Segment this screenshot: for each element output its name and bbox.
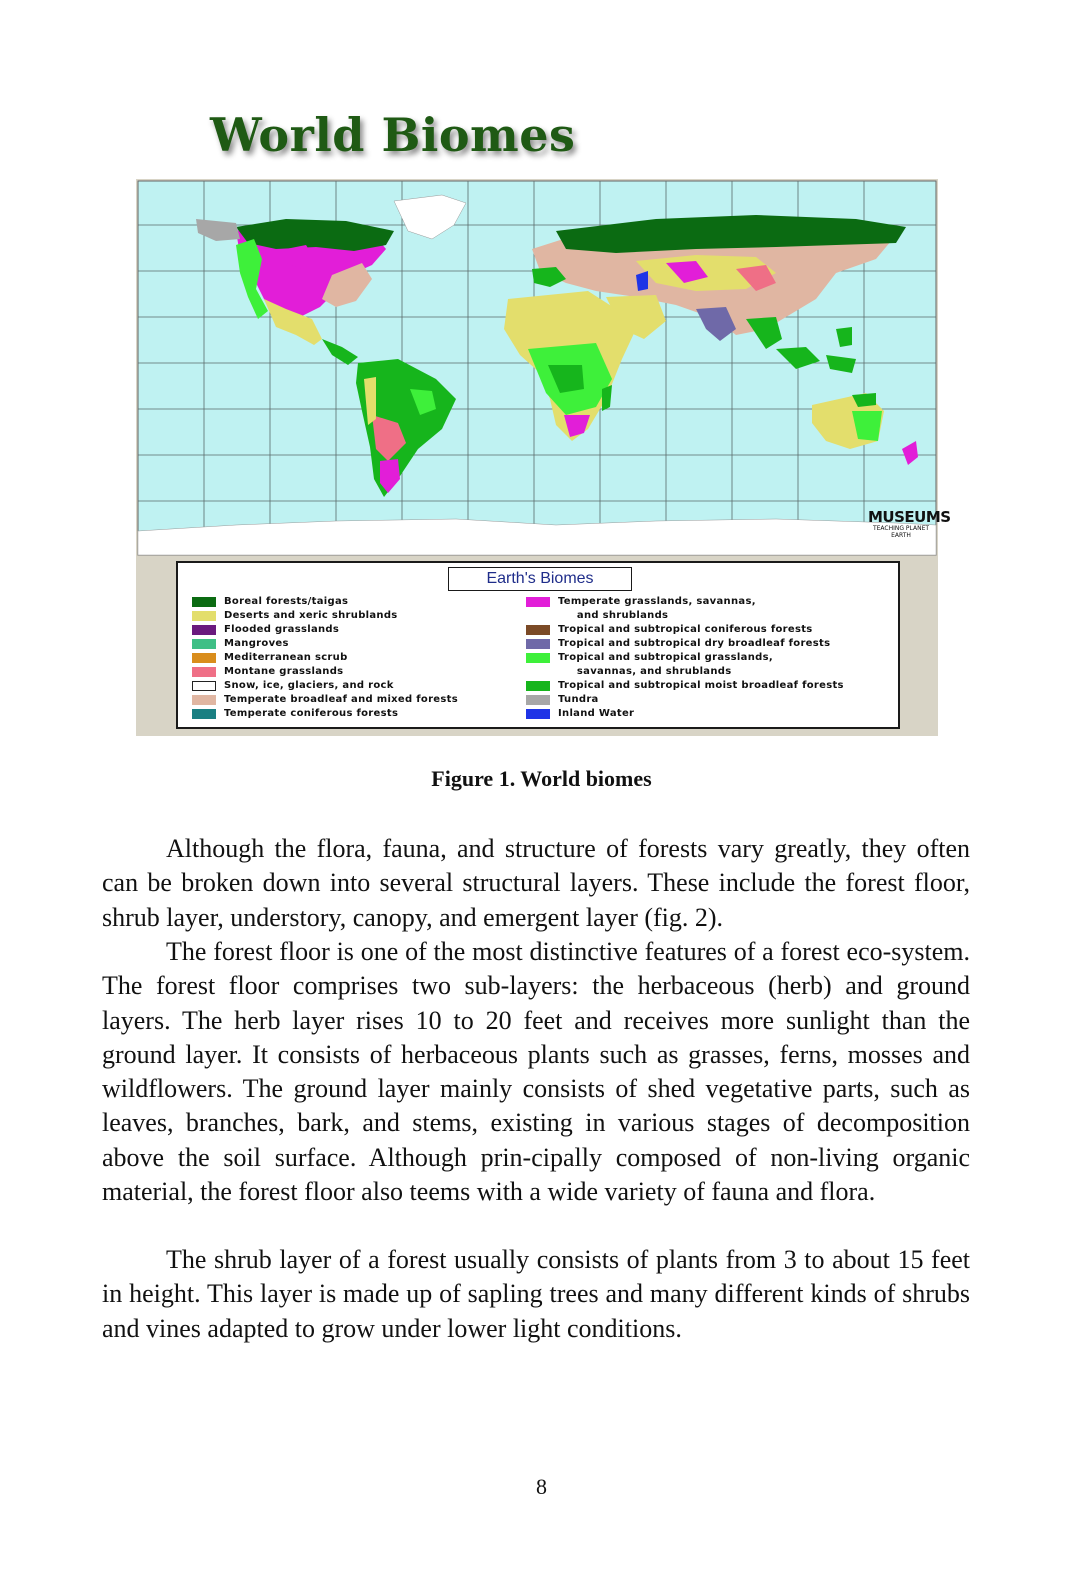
legend-label: Flooded grasslands <box>224 624 340 635</box>
legend-label: Temperate broadleaf and mixed forests <box>224 694 458 705</box>
legend-item <box>192 707 458 721</box>
legend-label: Tropical and subtropical moist broadleaf forests <box>558 680 844 691</box>
legend-item <box>526 637 844 651</box>
legend-right-column <box>526 595 844 721</box>
legend-swatch <box>526 653 550 663</box>
legend-swatch <box>192 681 216 691</box>
world-biomes-figure <box>136 179 951 736</box>
legend-label: Boreal forests/taigas <box>224 596 349 607</box>
body-paragraph-2: The forest floor is one of the most distinctive features of a forest eco-system. The forest floor comprises two sub-layers: the herbaceous (herb) and ground layers. The herb layer rises 10 to 20 feet and receives more sunlight than the ground layer. It consists of herbaceous plants such as grasses, ferns, mosses and wildflowers. The ground layer mainly consists of shed vegetative parts, such as leaves, branches, bark, and stems, existing in various stages of decomposition above the soil surface. Although prin-cipally composed of non-living organic material, the forest floor also teems with a wide variety of fauna and flora. <box>102 937 970 1207</box>
legend-label: Tundra <box>558 694 599 705</box>
legend-label: Tropical and subtropical grasslands, savannas, and shrublands <box>558 652 773 677</box>
legend-label: Deserts and xeric shrublands <box>224 610 398 621</box>
antarctica <box>138 519 936 555</box>
legend-item <box>192 609 458 623</box>
legend-left-column <box>192 595 458 721</box>
legend-swatch <box>192 639 216 649</box>
body-paragraph-1: Although the flora, fauna, and structure of forests vary greatly, they often can be broken down into several structural layers. These include the forest floor, shrub layer, understory, canopy, and emergent layer (fig. 2). <box>102 834 970 932</box>
legend-label: Temperate grasslands, savannas, and shrublands <box>558 596 756 621</box>
legend-title: Earth's Biomes <box>448 567 632 591</box>
legend-item <box>192 665 458 679</box>
legend-item <box>526 679 844 693</box>
legend-label: Snow, ice, glaciers, and rock <box>224 680 394 691</box>
legend-item <box>192 623 458 637</box>
legend-item <box>526 595 844 623</box>
legend-swatch <box>192 695 216 705</box>
legend-item <box>192 679 458 693</box>
legend-label: Tropical and subtropical coniferous forests <box>558 624 813 635</box>
legend-box <box>176 561 900 729</box>
legend-swatch <box>526 681 550 691</box>
legend-swatch <box>526 709 550 719</box>
legend-label: Mangroves <box>224 638 289 649</box>
legend-item <box>192 651 458 665</box>
legend-swatch <box>192 611 216 621</box>
legend-item <box>192 595 458 609</box>
legend-item <box>526 707 844 721</box>
legend-item <box>192 693 458 707</box>
legend-swatch <box>526 639 550 649</box>
logo-sub-text: TEACHING PLANET EARTH <box>872 525 930 539</box>
legend-item <box>192 637 458 651</box>
legend-label: Inland Water <box>558 708 635 719</box>
legend-label: Temperate coniferous forests <box>224 708 399 719</box>
legend-swatch <box>526 695 550 705</box>
page-number: 8 <box>536 1474 547 1499</box>
legend-swatch <box>192 625 216 635</box>
legend-item <box>526 651 844 679</box>
legend-label: Mediterranean scrub <box>224 652 348 663</box>
logo-main-text: MUSEUMS <box>868 508 951 526</box>
legend-label: Tropical and subtropical dry broadleaf forests <box>558 638 831 649</box>
figure-caption: Figure 1. World biomes <box>431 766 652 791</box>
legend-swatch <box>192 653 216 663</box>
legend-label: Montane grasslands <box>224 666 344 677</box>
museums-logo <box>868 508 951 549</box>
legend-item <box>526 623 844 637</box>
legend-swatch <box>526 625 550 635</box>
world-map <box>136 179 951 559</box>
legend-swatch <box>192 709 216 719</box>
legend-swatch <box>526 597 550 607</box>
body-paragraph-3: The shrub layer of a forest usually consists of plants from 3 to about 15 feet in height. This layer is made up of sapling trees and many different kinds of shrubs and vines adapted to grow under lower light conditions. <box>102 1245 970 1343</box>
figure-title: World Biomes <box>210 108 576 162</box>
legend-swatch <box>192 667 216 677</box>
legend-swatch <box>192 597 216 607</box>
legend-item <box>526 693 844 707</box>
